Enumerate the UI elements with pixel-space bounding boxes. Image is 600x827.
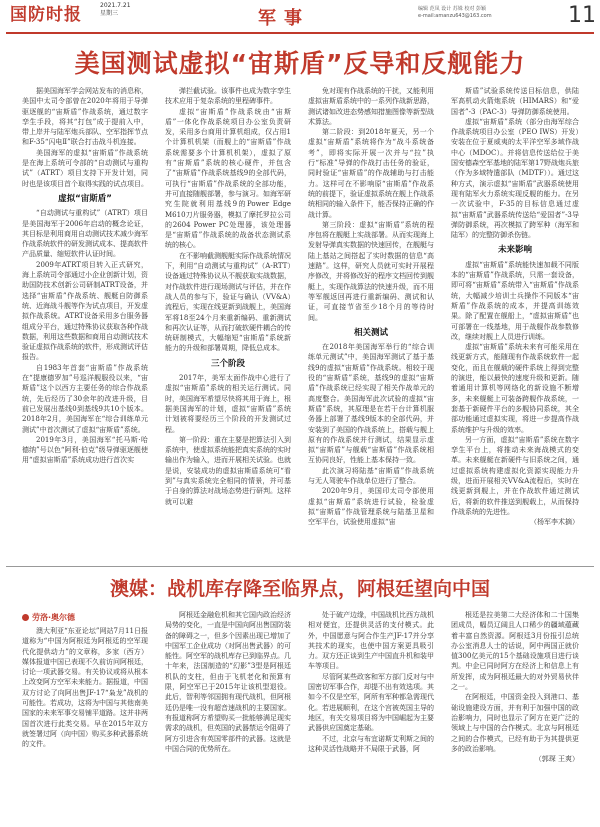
paragraph: 虚拟“宙斯盾”作战系统由“宙斯盾”一体化作战系统项目办公室负责研发，采用多台商用计算机组成，仅占用1个计算机机架（而舰上的“宙斯盾”作战系统需要多个计算机机架），虚拟了原有“宙斯盾”系统的核心硬件，并包含了“宙斯盾”作战系统基线9的全部代码，可执行“宙斯盾”作战系统的全部功能，并可直接随舰部署，参与演习。如海军研究生院就利用基线9的Power Edge M610刀片服务器，模拟了摩托罗拉公司的2604 Power PC处理器，该处理器是“宙斯盾”作战系统的战备状态测试系统的核心。 [165,107,291,250]
paragraph: 虚拟“宙斯盾”系统能快速加载不同版本的“宙斯盾”作战系统，只需一套设备，即可将“宙斯盾”系统带入“宙斯盾”作战系统，大幅减少培训士兵操作不同版本“宙斯盾”作战系统的成本，并提高训练效果。除了配置在舰船上，“虚拟宙斯盾”也可部署在一线基地，用于战舰作战参数修改，继续对舰上人员进行训练。 [451,260,579,341]
article2-column-3 [308,610,434,822]
paragraph: 第三阶段：虚拟“宙斯盾”系统的程序包将在舰艇上实战部署。从而实现海上发射导弹真实数据的快速回传，在舰艇与陆上基站之间搭起了实时数据的信息“高速路”。这样，研究人员就可实时开展程序修改，并将修改好的程序文档回传到舰艇上，实现作战算法的快速升级，而不用等军舰返回再进行重新编码、测试和认证，可直接节省至少18个月的等待时间。 [308,220,434,322]
byline-signature: （杨军李术摘） [530,518,579,527]
paragraph: 虚拟“宙斯盾”系统未来有可能采用在线更新方式，能随现有作战系统软件一起变化，而且在舰载的硬件系统上得到完整的演进，能以最快的速度升级和更新。随着通用计算机等网络化的新设施不断增多，未来舰艇上可装备跨舰作战系统，一套基于新硬件平台的多舰协同系统，其全部功能通过虚拟实现，将进一步提高作战系统维护与升级的效率。 [451,343,579,434]
paragraph: 根廷是拉美第二大经济体和二十国集团成员，幅员辽阔且人口稀少的疆域蕴藏着丰富自然资源。阿根廷3月份报引总统办公室消息人士的话说，阿中两国正就价值300亿美元的15个基础设施项目进行谈判。中企已同时阿方在经济上和信息上有所发挥，成为阿根廷最大的对外贸易伙伴之一。 [451,611,579,692]
subheading: 三个阶段 [210,358,245,369]
paragraph: 在阿根廷，中国资金投入到港口、基础设施建设方面，并有利于加强中国的政治影响力，同时也显示了阿方在更广泛的领域上与中国的合作模式。北京与阿根廷之间的合作模式，已经有助于为其提供更多的政治影响。 [451,693,579,753]
paragraph: 阿根廷金融危机和其它国内政治经济局势的变化，一直是中国向阿出售国防装备的障碍之一，但多个因素出现已增加了中国军工企业成功（对阿出售武器）的可能性。阿空军的战机库存已到临界点。几十年来，法国制造的“幻影”3型是阿根廷机队的支柱，但由于飞机老化和预算有限，阿空军已于2015年让该机型退役。此后，智利等邻国拥有现代战机，但阿根廷仍是唯一没有超音速战机的主要国家。有报道称阿方希望购买一批能够满足现实需求的战机，但英国的武器禁运令阻碍了阿方引进含有英国零部件的武器。这就是中国合同的优势所在。 [165,611,291,753]
article2-column-1 [22,626,148,822]
article1-column-1 [22,86,148,541]
issue-date: 2021.7.21 [100,2,131,9]
section-name: 军事 [258,8,310,29]
page-header [0,0,600,34]
subheading: 未来影响 [497,245,532,256]
editors-block [418,6,492,20]
article1-column-2 [165,86,291,541]
article2-author [22,612,75,623]
paragraph: 第二阶段：到2018年夏天，另一个虚拟“宙斯盾”系统将作为“战斗系统备考”，即将实际开展一次并与“拉”执行“标准”导弹的作战打击任务的验证，同时验证“宙斯盾”的作战辅助与打击能力。这样可在不影响原“宙斯盾”作战系统的前提下，验证虚拟系统在舰上作战系统相同的输入条件下，能否保持正确的作战计算。 [308,128,434,219]
article2-column-2 [165,610,291,822]
paragraph: 第一阶段：重在主要是把算法引入到系统中，使虚拟系统能把真实系统的实时输出作为输入，进而开展相关试验。也就是说，安装成功的虚拟宙斯盾系统可“看到”与真实系统完全相同的情景，并可基于自身的算法对战场态势进行研判。这样就可以避 [165,435,291,506]
article2-column-4 [451,610,579,822]
paragraph: 虚拟“宙斯盾”系统（部分由海军综合作战系统项目办公室（PEO IWS）开发）安装在位于夏威夷的太平洋空军多域作战中心（MDOC）。并将信息传送给位于美国安德森空军基地的陆军第17野战炮兵旅（作为多域特遣部队（MDTF））。通过这种方式，演示虚拟“宙斯盾”武器系统使用现有陆军火力系统实现反舰的能力。在另一次试验中，F-35的目标信息通过虚拟“宙斯盾”武器系统传送给“爱国者”-3导弹防御系统，再次模拟了跨军种（海军和陆军）的完整防御杀伤链。 [451,117,579,240]
paragraph: 在2018年美国海军举行的“综合训练单元测试”中，美国海军测试了基于基线9的虚拟“宙斯盾”作战系统。相较于现役的“宙斯盾”系统，基线9的虚拟“宙斯盾”作战系统已经实现了相关作战单元的高度整合。美国海军此次试验的虚拟“宙斯盾”系统，其原理是在若干台计算机服务器上部署了基线9版本的全部代码，并安装到了美国的作战系统上，搭载与舰上原有的作战系统并行测试，结果显示虚拟“宙斯盾”与舰载“宙斯盾”作战系统相互协同良好，性能上基本保持一致。 [308,343,434,465]
paragraph: 据美国海军学会网站发布的消息称，美国中太司令部曾在2020年将用于导弹驱逐舰的“宙斯盾”作战系统，通过数字孪生手段，将其“打包”成于提前入中，带上岸并与陆军炮兵部队、空军指挥节点和F-35“闪电Ⅱ”联合打击战斗机连接。 [22,87,148,147]
author-name: 劳洛·奥尔德 [32,613,76,622]
page-number: 11 [568,3,596,28]
paragraph: 2017年，美军太面作战中心进行了虚拟“宙斯盾”系统的相关运行测试。同时，美国海军希望尽快将其用于海上，根据美国海军的计划，虚拟“宙斯盾”系统计划被将要经历三个阶段的开发测试过程。 [165,374,291,434]
issue-date-block [100,2,131,18]
newspaper-logo: 国防时报 [10,5,82,25]
user-icon [22,614,29,621]
header-rule [6,32,594,34]
paragraph: 不过，北京与布宜诺斯艾利斯之间的这种灵活性战略并不局限于武器，阿 [308,734,434,753]
paragraph: 此次演习将陆基“宙斯盾”作战系统与无人驾驶车作战单位进行了整合。 [308,466,434,485]
article1-headline: 美国测试虚拟“宙斯盾”反导和反舰能力 [74,49,526,78]
paragraph: 弹拦截试验。该事件也成为数字孪生技术应用于复杂系统的里程碑事件。 [165,87,291,106]
paragraph: 免对现有作战系统的干扰，又能利用虚拟宙斯盾系统中的一系列作战新思路，测试诸如改进态势感知措施图像等新型战术算法。 [308,87,434,126]
contact-email: e-mail:amanzu643@163.com [418,13,492,19]
paragraph: 2009年ATRT项目转入正式研究，海上系统司令部通过小企业创新计划，资助国防技术创新公司研制ATRT设备，并选择“宙斯盾”作战系统、舰艇自防御系统、近海战斗舰等作为试点项目，开发虚拟作战系统。ATRT设备采用多台服务器组成分平台，通过特殊协议获取各种作战数据，利用这些数据和商用自动测试技术验证虚拟作战系统的软件，形成测试评估报告。 [22,260,148,362]
paragraph: 2019年3月，美国海军“托马斯·哈德纳”号以色“阿利·伯克”级导弹驱逐舰使用“虚拟宙斯盾”系统成功进行首次实 [22,435,148,465]
paragraph: “自动测试与重构试”（ATRT）项目是美国海军于2006年启动的概念论证，其目标是利用商用自动测试技术减少海军作战系统软件的研发测试成本、提高软件产品质量、缩短软件认证时间。 [22,209,148,259]
issue-weekday: 星期三 [100,10,119,17]
paragraph: 在不影响截测舰艇实际作战系统情况下，利用“自动测试与重构试”（A-RTT）设备通过特殊协议从不舰获取实战数据，对作战软件进行现场测试与评估，并在作战人员的参与下，验证与确认（VV&A）流程后，实现在线更新到战舰上，美国海军将18至24个月来重新编码、重新测试和再次认证等，从而打破软硬件耦合的传统研制模式，大幅缩短“宙斯盾”系统新能力的升级和部署周期，降低总成本。 [165,251,291,353]
paragraph: 美国海军的虚拟“宙斯盾”作战系统是在海上系统可令部的“自动测试与重构试”（ATRT）项目支持下开发计划，同时也是该项目首个取得实践的试点项目。 [22,148,148,188]
subheading: 相关测试 [353,327,388,338]
article-divider [6,566,594,567]
paragraph: 处于破产边缘，中国战机比西方战机相对便宜，还提供灵活的支付模式。此外，中国愿意与阿合作生产JF-17并分享其技术的现实，也使中国方案更具吸引力。双方还正谈到生产中国直升机和装甲车等项目。 [308,611,434,671]
byline-signature: （郭琛 王爽） [534,755,579,764]
article2-headline: 澳媒：战机库存降至临界点，阿根廷望向中国 [109,578,490,600]
article1-column-4 [451,86,579,541]
paragraph: 另一方面，虚拟“宙斯盾”系统在数字孪生平台上，将推动未来海战模式的变革。未来舰艇在新硬件与旧系统之间，通过虚拟系统构建虚拟化资源实现能力升级，进而开展相关VV&A流程后，实时在线更新到舰上，并在作战软件通过测试后，将新的软件推送到舰载上，从而保持作战系统的先进性。 [451,435,579,516]
paragraph: 斯盾”试验系统传送目标信息，供陆军高机动火箭炮系统（HIMARS）和“爱国者”-3（PAC-3）导弹防御系统使用。 [451,87,579,116]
paragraph: 尽管阿某些政客和军方部门反对与中国密切军事合作，却提不出有效选项。其如今不仅是空军，阿所有军种都急需现代化。若进展顺利，在这个宫被英国主导的地区，有关交易项目将为中国崛起为主要武器供应国奠定基础。 [308,672,434,733]
article1-column-3 [308,86,434,541]
subheading: 虚拟“宙斯盾” [58,193,112,204]
paragraph: 自1983年首套“宙斯盾”作战系统在“提康德罗加”号巡洋舰服役以来，“宙斯盾”这个以西方主要任务的综合作战系统，先后经历了30余年的改进升级，目前已发展出基线0到基线9共10个版本。2018年2月，美国海军在“综合训练单元测试”中首次测试了虚拟“宙斯盾”系统。 [22,363,148,434]
paragraph: 2020年9月，美国印太司令部使用虚拟“宙斯盾”系统进行试验，检验虚拟“宙斯盾”作战管理系统与陆基卫星和空军平台，试验使用虚拟“宙 [308,487,434,527]
editors-credits: 编辑 范凤 设计 苏姝 校对 彭颖 [418,6,486,12]
paragraph: 澳大利亚“东亚论坛”网站7月11日报道称为“中国为阿根廷为阿根廷的空军现代化提供动力”的文章称，多家（西方）媒体报道中国已表现不久前访问阿根廷，讨论一项武器交易。有关协议或将从根本上改变阿方空军未来能力。据报道，中国双方讨论了向阿出售JF-17“枭龙”战机的可能性。若成功，这将为中国与其他南美国家的未来军事交易铺平道路。这并非两国首次进行此类交易。早在2015年双方就签署过阿（向中国）购买多种武器系统的文件。 [22,627,148,749]
